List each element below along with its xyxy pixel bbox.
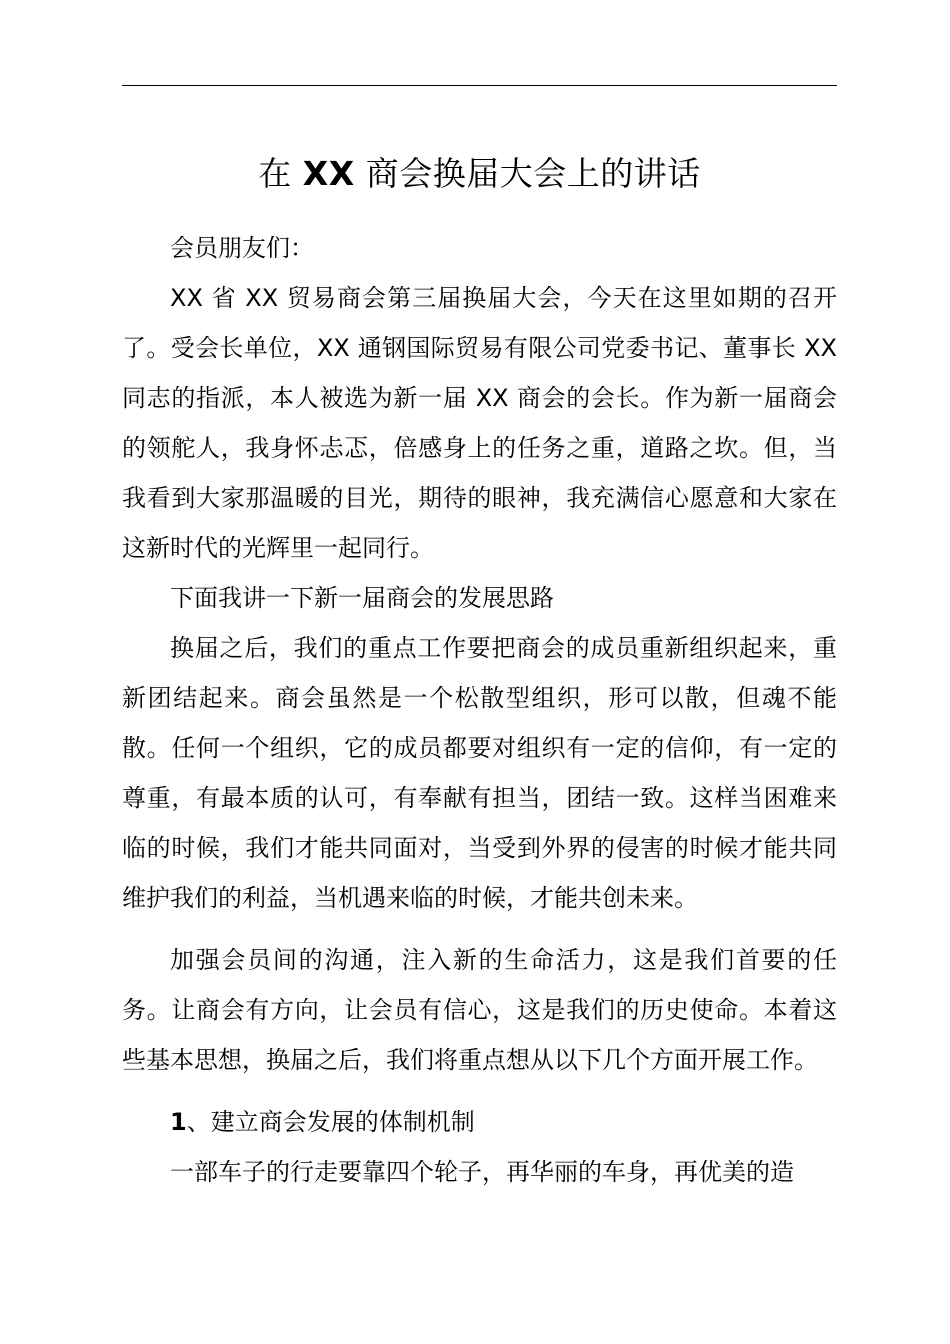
document-body [122,223,837,1197]
paragraph-car-analogy: 一部车子的行走要靠四个轮子，再华丽的车身，再优美的造 [170,1158,794,1186]
title-suffix: 商会换届大会上的讲话 [365,154,701,193]
section-heading-text: 、建立商会发展的体制机制 [186,1108,475,1136]
section-heading-1 [122,1097,837,1147]
paragraph-opening: XX 省 XX 贸易商会第三届换届大会，今天在这里如期的召开了。受会长单位，XX 通钢国际贸易有限公司党委书记、董事长 XX 同志的指派，本人被选为新一届 XX 商会的会长。作为新一届商会的领舵人，我身怀忐忑，倍感身上的任务之重，道路之坎。但，当我看到大家那温暖的目光，期待的眼神，我充满信心愿意和大家在这新时代的光辉里一起同行。 [122,284,837,562]
paragraph-reorganize: 换届之后，我们的重点工作要把商会的成员重新组织起来，重新团结起来。商会虽然是一个松散型组织，形可以散，但魂不能散。任何一个组织，它的成员都要对组织有一定的信仰，有一定的尊重，有最本质的认可，有奉献有担当，团结一致。这样当困难来临的时候，我们才能共同面对，当受到外界的侵害的时候才能共同维护我们的利益，当机遇来临的时候，才能共创未来。 [122,634,837,912]
section-number: 1 [170,1108,187,1136]
title-bold-xx: XX [302,154,355,193]
salutation: 会员朋友们： [170,234,314,262]
paragraph-intro-ideas: 下面我讲一下新一届商会的发展思路 [170,584,554,612]
document-title [122,150,837,198]
paragraph-communication: 加强会员间的沟通，注入新的生命活力，这是我们首要的任务。让商会有方向，让会员有信心，这是我们的历史使命。本着这些基本思想，换届之后，我们将重点想从以下几个方面开展工作。 [122,946,837,1074]
title-prefix: 在 [258,154,292,193]
header-rule [122,85,837,86]
